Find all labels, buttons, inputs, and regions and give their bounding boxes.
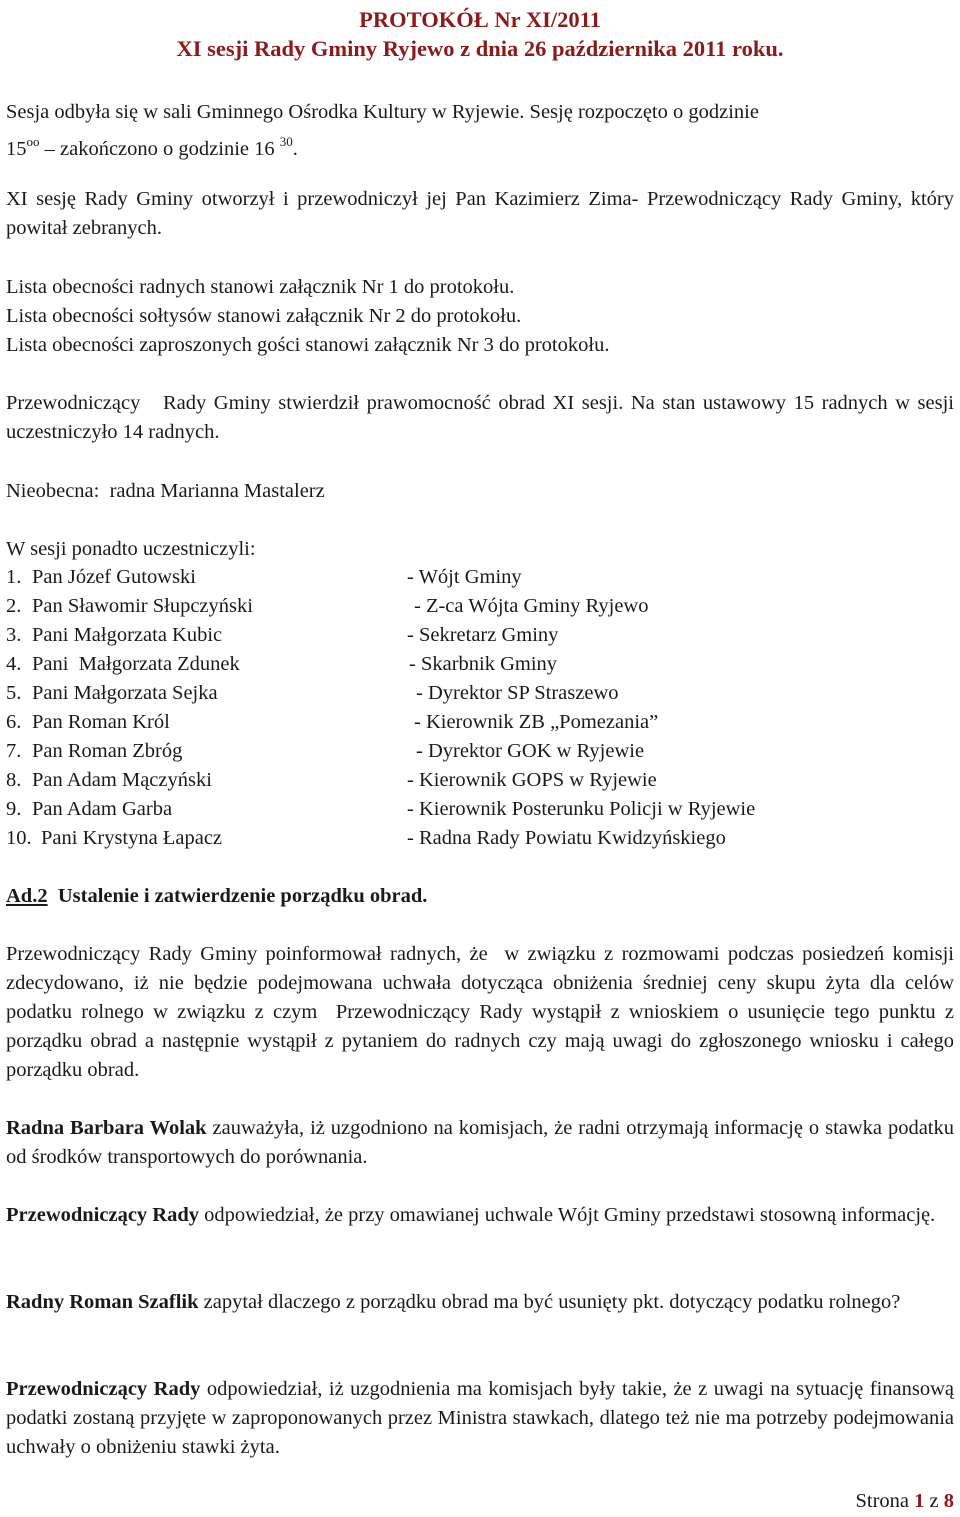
attendee-name: Pan Adam Mączyński [32,769,212,791]
list-item [6,679,954,708]
list-item [6,563,954,592]
attendee-role: - Kierownik Posterunku Policji w Ryjewie [407,798,756,820]
page-label: Strona [855,1490,915,1512]
list-item [6,737,954,766]
attendee-name: Pan Józef Gutowski [32,566,196,588]
attendee-name: Pani Małgorzata Kubic [32,624,223,646]
list-number: 6. [6,711,22,733]
intro-line-2 [6,127,298,164]
attendee-role: - Kierownik ZB „Pomezania” [414,711,659,733]
end-minutes: 30 [279,134,293,149]
opening-paragraph: XI sesję Rady Gminy otworzył i przewodniczył jej Pan Kazimierz Zima- Przewodniczący Rady Gminy, który powitał zebranych. [6,188,954,239]
absent-line: Nieobecna: radna Marianna Mastalerz [6,480,325,502]
chair-paragraph-1: Przewodniczący Rady Gminy poinformował radnych, że w związku z rozmowami podczas posiedzeń komisji zdecydowano, iż nie będzie podejmowana uchwała dotycząca obniżenia średniej ceny skupu żyta dla celów podatku rolnego w związku z czym Przewodniczący Rady wystąpił z wnioskiem o usunięcie tego punktu z porządku obrad a następnie wystąpił z pytaniem do radnych czy mają uwagi do zgłoszonego wniosku i całego porządku obrad. [6,943,960,1081]
attendee-role: - Wójt Gminy [407,566,522,588]
chair-paragraph-3 [6,1375,954,1462]
wolak-paragraph [6,1114,954,1172]
list-item [6,766,954,795]
attendee-name: Pan Sławomir Słupczyński [32,595,253,617]
list-item [6,795,954,824]
list-number: 7. [6,740,22,762]
speaker-text: odpowiedział, że przy omawianej uchwale Wójt Gminy przedstawi stosowną informację. [199,1204,936,1226]
szaflik-paragraph [6,1288,954,1317]
list-number: 8. [6,769,22,791]
list-item [6,824,954,853]
quorum-paragraph: Przewodniczący Rady Gminy stwierdził prawomocność obrad XI sesji. Na stan ustawowy 15 radnych w sesji uczestniczyło 14 radnych. [6,392,960,443]
total-pages: 8 [943,1490,954,1512]
section-label: Ad.2 [6,885,48,907]
intro-mid: – zakończono o godzinie 16 [39,138,280,160]
list-item: Lista obecności sołtysów stanowi załącznik Nr 2 do protokołu. [6,305,522,327]
attendee-name: Pan Roman Król [32,711,170,733]
list-number: 10. [6,827,32,849]
document-subtitle: XI sesji Rady Gminy Ryjewo z dnia 26 października 2011 roku. [176,36,784,61]
list-item: Lista obecności zaproszonych gości stanowi załącznik Nr 3 do protokołu. [6,334,610,356]
intro-line-1: Sesja odbyła się w sali Gminnego Ośrodka Kultury w Ryjewie. Sesję rozpoczęto o godzinie [6,101,759,123]
page-number [855,1487,954,1515]
section-heading [6,882,427,911]
speaker-name: Przewodniczący Rady [6,1204,199,1226]
list-number: 1. [6,566,22,588]
list-item [6,621,954,650]
list-number: 4. [6,653,22,675]
speaker-name: Radny Roman Szaflik [6,1291,199,1313]
list-number: 3. [6,624,22,646]
list-item [6,650,954,679]
attendee-name: Pani Krystyna Łapacz [41,827,223,849]
speaker-text: odpowiedział, iż uzgodnienia ma komisjach były takie, że z uwagi na sytuację finansową podatki zostaną przyjęte w zaproponowanych przez Ministra stawkach, dlatego też nie ma potrzeby podejmowania uchwały o obniżeniu stawki żyta. [6,1378,954,1458]
attendee-role: - Dyrektor SP Straszewo [416,682,619,704]
attendee-role: - Sekretarz Gminy [407,624,559,646]
list-number: 5. [6,682,22,704]
attendee-role: - Dyrektor GOK w Ryjewie [416,740,645,762]
attendee-role: - Z-ca Wójta Gminy Ryjewo [414,595,649,617]
list-item [6,708,954,737]
speaker-name: Radna Barbara Wolak [6,1117,207,1139]
list-number: 2. [6,595,22,617]
attendee-name: Pani Małgorzata Zdunek [32,653,240,675]
list-number: 9. [6,798,22,820]
intro-end: . [292,138,298,160]
attendee-name: Pan Roman Zbróg [32,740,183,762]
list-item: Lista obecności radnych stanowi załącznik Nr 1 do protokołu. [6,276,515,298]
attendee-role: - Kierownik GOPS w Ryjewie [407,769,657,791]
attendees-heading: W sesji ponadto uczestniczyli: [6,538,256,560]
document-title: PROTOKÓŁ Nr XI/2011 [359,7,601,32]
speaker-name: Przewodniczący Rady [6,1378,201,1400]
current-page: 1 [914,1490,925,1512]
speaker-text: zauważyła, iż uzgodniono na komisjach, że radni otrzymają informację o stawka podatku od środków transportowych do porównania. [6,1117,954,1168]
chair-paragraph-2 [6,1201,954,1230]
page-separator: z [924,1490,944,1512]
start-hour: 15 [6,138,27,160]
speaker-text: zapytał dlaczego z porządku obrad ma być usunięty pkt. dotyczący podatku rolnego? [198,1291,901,1313]
attendee-role: - Radna Rady Powiatu Kwidzyńskiego [407,827,726,849]
attendee-name: Pani Małgorzata Sejka [32,682,218,704]
attendee-name: Pan Adam Garba [32,798,173,820]
attendee-role: - Skarbnik Gminy [409,653,558,675]
list-item [6,592,954,621]
start-minutes: oo [26,134,40,149]
section-title: Ustalenie i zatwierdzenie porządku obrad. [47,885,428,907]
